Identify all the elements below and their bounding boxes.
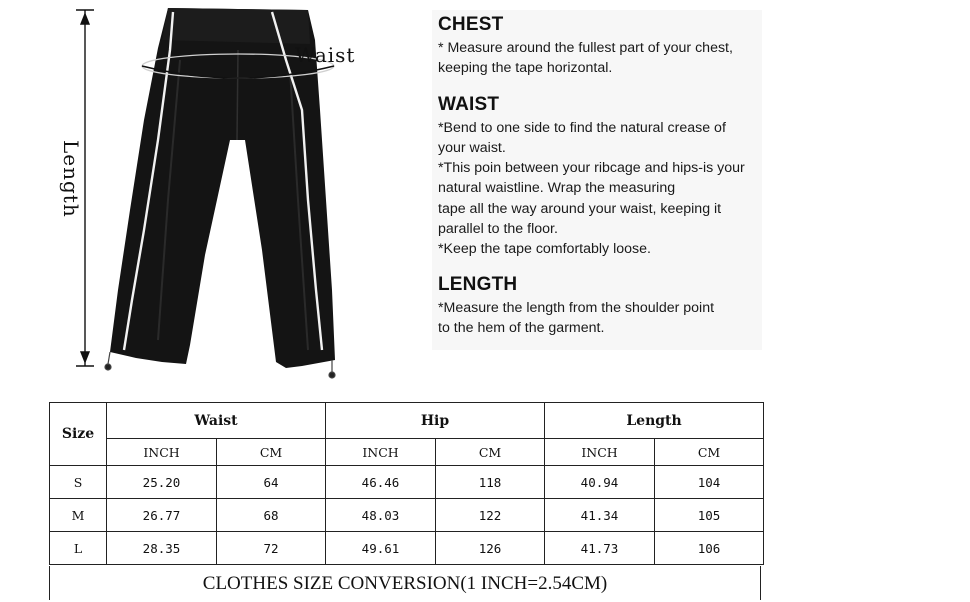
table-row <box>50 466 764 499</box>
unit-header: INCH <box>107 439 217 466</box>
waist-group-header: Waist <box>107 403 326 439</box>
chest-section <box>438 12 756 79</box>
size-chart-table <box>49 402 764 565</box>
unit-header: CM <box>436 439 545 466</box>
unit-header: CM <box>655 439 764 466</box>
guide-line: natural waistline. Wrap the measuring <box>438 180 676 197</box>
length-group-header: Length <box>545 403 764 439</box>
unit-header: INCH <box>326 439 436 466</box>
size-column-header: Size <box>50 403 107 466</box>
table-cell: 41.73 <box>545 532 655 565</box>
table-cell: 72 <box>217 532 326 565</box>
table-cell: 25.20 <box>107 466 217 499</box>
guide-line: *This poin between your ribcage and hips-is your <box>438 160 745 177</box>
length-heading: LENGTH <box>438 273 518 295</box>
table-cell: 68 <box>217 499 326 532</box>
table-row <box>50 499 764 532</box>
waist-label: Waist <box>295 43 356 67</box>
table-cell: 28.35 <box>107 532 217 565</box>
table-cell: 118 <box>436 466 545 499</box>
table-cell: 105 <box>655 499 764 532</box>
guide-line: *Bend to one side to find the natural crease of <box>438 119 726 136</box>
guide-line: tape all the way around your waist, keeping it <box>438 200 722 217</box>
length-label: Length <box>59 140 83 218</box>
unit-header: INCH <box>545 439 655 466</box>
length-section <box>438 272 756 339</box>
table-cell: 122 <box>436 499 545 532</box>
table-cell: 26.77 <box>107 499 217 532</box>
waist-heading: WAIST <box>438 93 500 115</box>
table-cell: 106 <box>655 532 764 565</box>
table-cell: 49.61 <box>326 532 436 565</box>
guide-line: keeping the tape horizontal. <box>438 60 613 77</box>
chest-heading: CHEST <box>438 14 504 35</box>
guide-line: your waist. <box>438 139 506 156</box>
size-cell: L <box>50 532 107 565</box>
hip-group-header: Hip <box>326 403 545 439</box>
size-conversion-note: CLOTHES SIZE CONVERSION(1 INCH=2.54CM) <box>49 566 761 600</box>
size-cell: S <box>50 466 107 499</box>
table-cell: 46.46 <box>326 466 436 499</box>
guide-line: * Measure around the fullest part of your chest, <box>438 40 733 56</box>
table-unit-header-row <box>50 439 764 466</box>
table-cell: 64 <box>217 466 326 499</box>
guide-line: *Keep the tape comfortably loose. <box>438 241 651 258</box>
measuring-guide <box>432 10 762 350</box>
waist-section <box>438 92 756 260</box>
table-cell: 126 <box>436 532 545 565</box>
table-cell: 41.34 <box>545 499 655 532</box>
table-group-header-row <box>50 403 764 439</box>
table-cell: 48.03 <box>326 499 436 532</box>
table-cell: 104 <box>655 466 764 499</box>
guide-line: to the hem of the garment. <box>438 319 605 336</box>
size-cell: M <box>50 499 107 532</box>
guide-line: *Measure the length from the shoulder point <box>438 299 715 316</box>
unit-header: CM <box>217 439 326 466</box>
table-row <box>50 532 764 565</box>
pants-illustration <box>40 0 420 390</box>
table-cell: 40.94 <box>545 466 655 499</box>
guide-line: parallel to the floor. <box>438 221 558 238</box>
